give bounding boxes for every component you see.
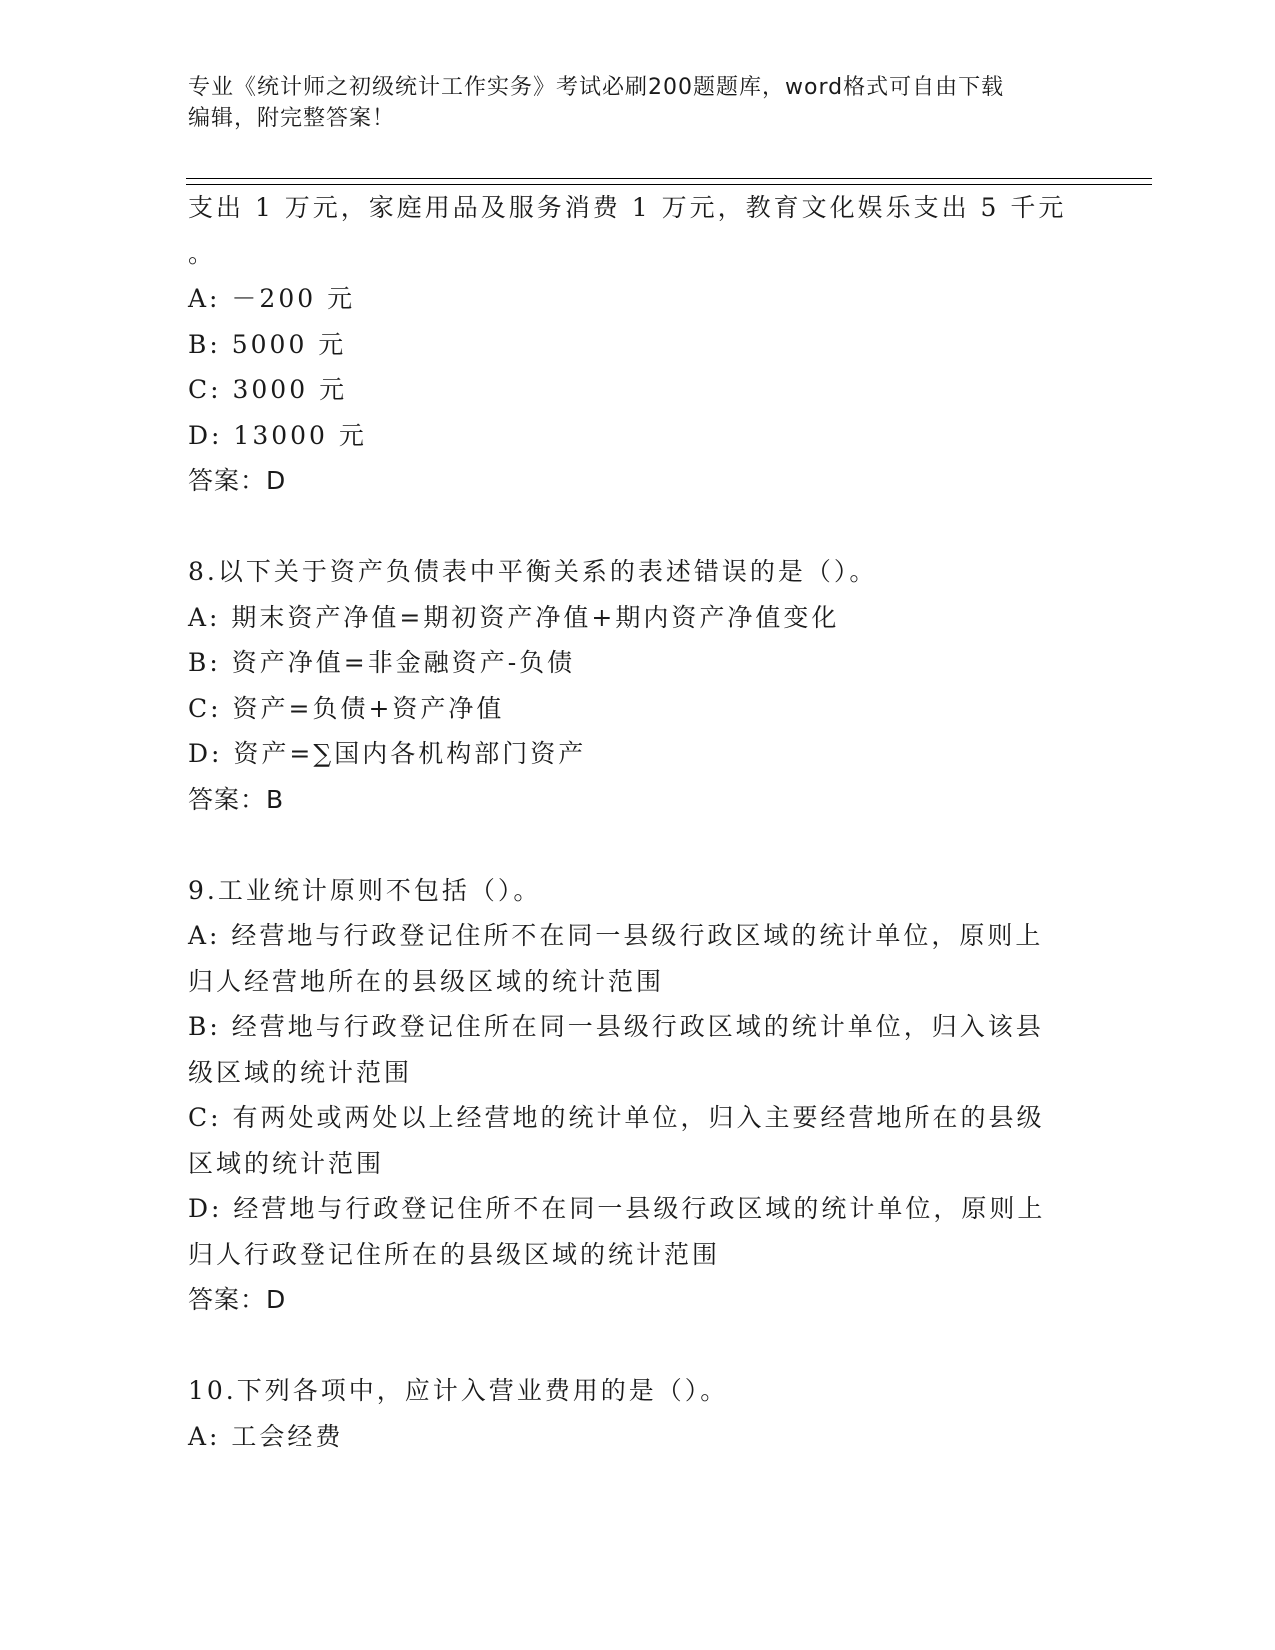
spacer <box>188 1323 1088 1369</box>
document-header <box>188 72 1068 134</box>
question-text-line: 。 <box>188 238 217 268</box>
question-stem: 10.下列各项中，应计入营业费用的是（）。 <box>188 1376 729 1405</box>
option-d-line-1: D: 经营地与行政登记住所不在同一县级行政区域的统计单位，原则上 <box>188 1194 1046 1223</box>
option-b-line-2: 级区域的统计范围 <box>188 1057 413 1087</box>
option-a: A: －200 元 <box>188 284 356 313</box>
header-rule-top <box>186 178 1152 179</box>
spacer <box>188 822 1088 868</box>
header-line-1: 专业《统计师之初级统计工作实务》考试必刷200题题库，word格式可自由下载 <box>188 75 1005 100</box>
question-stem: 8.以下关于资产负债表中平衡关系的表述错误的是（）。 <box>188 557 878 586</box>
document-body <box>188 185 1088 1459</box>
option-d: D: 资产=∑国内各机构部门资产 <box>188 739 587 768</box>
header-line-2: 编辑，附完整答案！ <box>188 106 396 131</box>
answer-line: 答案：B <box>188 784 285 814</box>
option-c-line-1: C: 有两处或两处以上经营地的统计单位，归入主要经营地所在的县级 <box>188 1103 1045 1132</box>
option-b: B: 5000 元 <box>188 329 347 359</box>
option-b-line-1: B: 经营地与行政登记住所在同一县级行政区域的统计单位，归入该县 <box>188 1012 1044 1041</box>
question-10 <box>188 1368 1088 1459</box>
option-a-line-1: A: 经营地与行政登记住所不在同一县级行政区域的统计单位，原则上 <box>188 921 1044 950</box>
option-a: A: 期末资产净值=期初资产净值+期内资产净值变化 <box>188 602 840 632</box>
option-a: A: 工会经费 <box>188 1421 344 1451</box>
option-c-line-2: 区域的统计范围 <box>188 1148 385 1178</box>
option-c: C: 资产=负债+资产净值 <box>188 693 505 723</box>
answer-line: 答案：D <box>188 1285 287 1314</box>
option-c: C: 3000 元 <box>188 375 348 404</box>
question-8 <box>188 549 1088 822</box>
answer-line: 答案：D <box>188 466 287 495</box>
option-d-line-2: 归人行政登记住所在的县级区域的统计范围 <box>188 1239 721 1269</box>
question-stem: 9.工业统计原则不包括（）。 <box>188 875 542 905</box>
option-b: B: 资产净值=非金融资产-负债 <box>188 648 576 677</box>
spacer <box>188 504 1088 550</box>
question-7-continuation <box>188 185 1088 504</box>
question-9 <box>188 868 1088 1323</box>
option-a-line-2: 归人经营地所在的县级区域的统计范围 <box>188 966 665 996</box>
question-text-line: 支出 1 万元，家庭用品及服务消费 1 万元，教育文化娱乐支出 5 千元 <box>188 193 1067 222</box>
option-d: D: 13000 元 <box>188 420 367 450</box>
